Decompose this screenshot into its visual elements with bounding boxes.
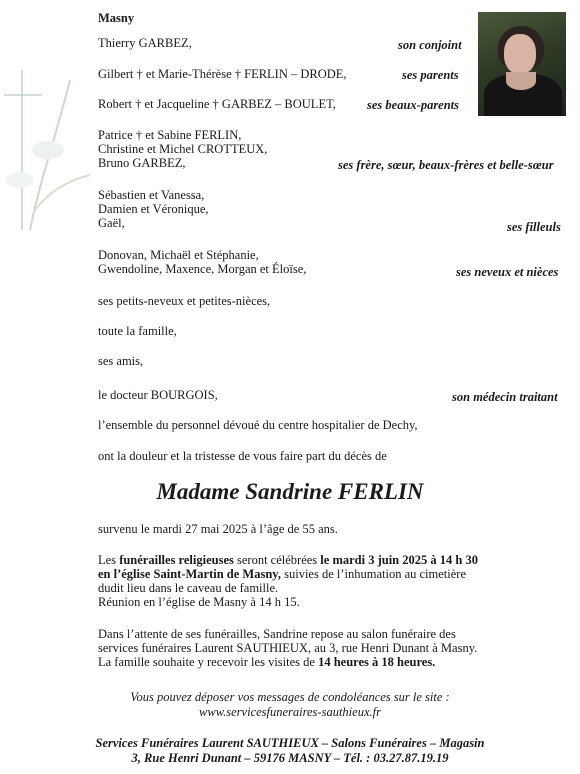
sibling-line: Patrice † et Sabine FERLIN, [98,128,242,142]
inlaws-role: ses beaux-parents [367,98,460,112]
funeral-line-3: dudit lieu dans le caveau de famille. [98,581,279,595]
parents-names: Gilbert † et Marie-Thérèse † FERLIN – DRODE, [98,67,347,81]
siblings-role: ses frère, sœur, beaux-frères et belle-sœur [338,158,554,172]
funeral-line-1: Les funérailles religieuses seront célébrées le mardi 3 juin 2025 à 14 h 30 [98,553,478,567]
portrait-photo [478,12,566,116]
town-header: Masny [98,11,135,25]
doctor-role: son médecin traitant [452,390,558,404]
conjoint-role: son conjoint [398,38,462,52]
godchild-line: Damien et Véronique, [98,202,209,216]
visit-line-3: La famille souhaite y recevoir les visites de 14 heures à 18 heures. [98,655,436,669]
funeral-home-address: 3, Rue Henri Dunant – 59176 MASNY – Tél. : 03.27.87.19.19 [131,751,449,765]
sibling-line: Bruno GARBEZ, [98,156,186,170]
visit-line-1: Dans l’attente de ses funérailles, Sandrine repose au salon funéraire des [98,627,456,641]
staff-line: l’ensemble du personnel dévoué du centre hospitalier de Dechy, [98,418,418,432]
announce-line: ont la douleur et la tristesse de vous faire part du décès de [98,449,387,463]
funeral-home-line: Services Funéraires Laurent SAUTHIEUX – Salons Funéraires – Magasin [95,736,485,750]
sibling-line: Christine et Michel CROTTEUX, [98,142,268,156]
conjoint-names: Thierry GARBEZ, [98,36,192,50]
visit-line-2: services funéraires Laurent SAUTHIEUX, au 3, rue Henri Dunant à Masny. [98,641,478,655]
nephew-line: Donovan, Michaël et Stéphanie, [98,248,259,262]
godchild-line: Sébastien et Vanessa, [98,188,205,202]
lily-cross-decoration [0,40,95,240]
funeral-line-2: en l’église Saint-Martin de Masny, suivies de l’inhumation au cimetière [98,567,467,581]
family-line: toute la famille, [98,324,177,338]
condolences-line: Vous pouvez déposer vos messages de condoléances sur le site : [130,690,450,704]
friends-line: ses amis, [98,354,144,368]
funeral-line-4: Réunion en l’église de Masny à 14 h 15. [98,595,300,609]
doctor-names: le docteur BOURGOIS, [98,388,218,402]
death-date-line: survenu le mardi 27 mai 2025 à l’âge de 55 ans. [98,522,338,536]
condolences-url[interactable]: www.servicesfuneraires-sauthieux.fr [199,705,381,719]
nephew-line: Gwendoline, Maxence, Morgan et Éloïse, [98,262,307,276]
deceased-name: Madame Sandrine FERLIN [156,479,424,504]
godchildren-role: ses filleuls [507,220,561,234]
nephews-role: ses neveux et nièces [456,265,559,279]
parents-role: ses parents [402,68,459,82]
grandnephews-line: ses petits-neveux et petites-nièces, [98,294,271,308]
godchild-line: Gaël, [98,216,125,230]
inlaws-names: Robert † et Jacqueline † GARBEZ – BOULET, [98,97,336,111]
